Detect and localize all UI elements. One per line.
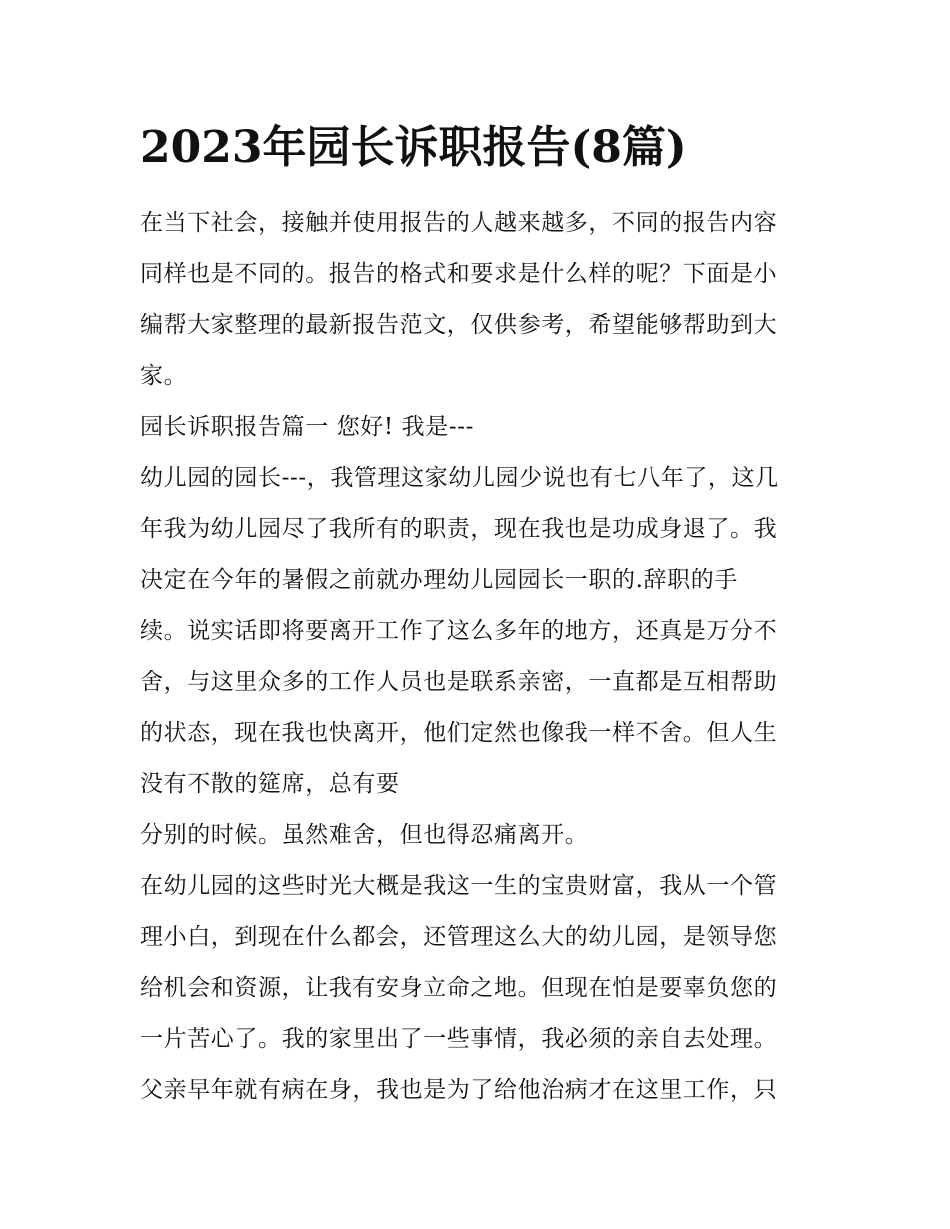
text-line: 在当下社会，接触并使用报告的人越来越多，不同的报告内容	[140, 210, 778, 236]
text-line: 家。	[140, 363, 188, 389]
text-line: 的状态，现在我也快离开，他们定然也像我一样不舍。但人生	[140, 720, 778, 746]
text-line: 在幼儿园的这些时光大概是我这一生的宝贵财富，我从一个管	[140, 873, 778, 899]
text-line: 续。说实话即将要离开工作了这么多年的地方，还真是万分不	[140, 618, 778, 644]
text-line: 给机会和资源，让我有安身立命之地。但现在怕是要辜负您的	[140, 975, 778, 1001]
text-line: 幼儿园的园长---，我管理这家幼儿园少说也有七八年了，这几	[140, 465, 779, 491]
text-line: 舍，与这里众多的工作人员也是联系亲密，一直都是互相帮助	[140, 669, 778, 695]
text-line: 年我为幼儿园尽了我所有的职责，现在我也是功成身退了。我	[140, 516, 778, 542]
text-line: 一片苦心了。我的家里出了一些事情，我必须的亲自去处理。	[140, 1026, 778, 1052]
text-line: 决定在今年的暑假之前就办理幼儿园园长一职的.辞职的手	[140, 567, 738, 593]
text-line: 同样也是不同的。报告的格式和要求是什么样的呢？下面是小	[140, 261, 778, 287]
text-line: 理小白，到现在什么都会，还管理这么大的幼儿园，是领导您	[140, 924, 778, 950]
text-line: 父亲早年就有病在身，我也是为了给他治病才在这里工作，只	[140, 1077, 778, 1103]
text-line: 分别的时候。虽然难舍，但也得忍痛离开。	[140, 822, 589, 848]
document-body	[140, 198, 815, 1116]
text-line: 没有不散的筵席，总有要	[140, 771, 400, 797]
document-title: 2023年园长诉职报告(8篇)	[140, 122, 687, 173]
text-line: 编帮大家整理的最新报告范文，仅供参考，希望能够帮助到大	[140, 312, 778, 338]
section-heading-line: 园长诉职报告篇一 您好! 我是---	[140, 414, 474, 440]
